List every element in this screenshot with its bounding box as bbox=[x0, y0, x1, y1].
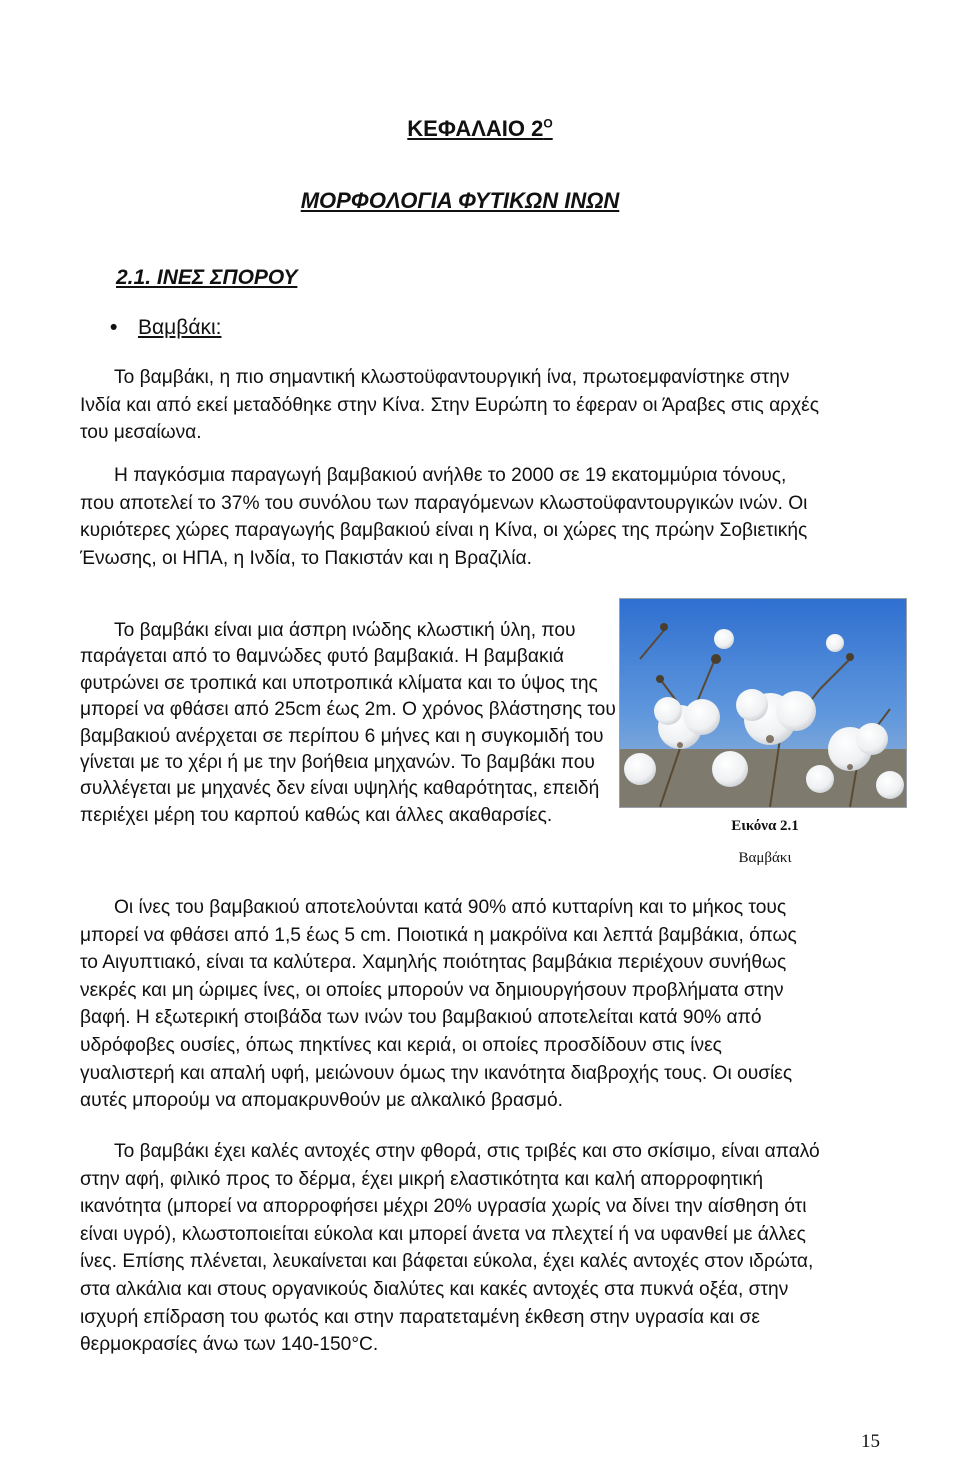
bullet-item bbox=[110, 316, 221, 340]
chapter-title: ΚΕΦΑΛΑΙΟ 2 bbox=[407, 116, 544, 141]
cotton-photo bbox=[619, 598, 907, 808]
paragraph-properties bbox=[80, 1138, 820, 1359]
paragraph-origin bbox=[80, 364, 820, 447]
paragraph-description bbox=[80, 618, 625, 829]
section-heading: 2.1. ΙΝΕΣ ΣΠΟΡΟΥ bbox=[116, 266, 298, 289]
paragraph-fibers bbox=[80, 894, 820, 1115]
figure-caption-text: Βαμβάκι bbox=[738, 850, 792, 866]
bullet-dot: • bbox=[110, 316, 118, 339]
figure-caption-label: Εικόνα 2.1 bbox=[731, 818, 799, 834]
paragraph-properties-text: Το βαμβάκι έχει καλές αντοχές στην φθορά, στις τριβές και στο σκίσιμο, είναι απαλό στην αφή, φιλικό προς το δέρμα, έχει μικρή ελαστικότητα και καλή απορροφητική ικανότητα (μπορεί να απορροφήσει μέχρι 20% υγρασία χωρίς να δίνει την αίσθηση ότι είναι υγρό), κλωστοποιείται εύκολα και μπορεί άνετα να πλεχτεί ή να υφανθεί με άλλες ίνες. Επίσης πλένεται, λευκαίνεται και βάφεται εύκολα, έχει καλές αντοχές στον ιδρώτα, στα αλκάλια και στους οργανικούς διαλύτες και κακές αντοχές στα πυκνά οξέα, στην ισχυρή επίδραση του φωτός και στην παρατεταμένη έκθεση στην υγρασία και σε θερμοκρασίες άνω των 140-150°C. bbox=[80, 1141, 820, 1356]
chapter-subtitle: ΜΟΡΦΟΛΟΓΙΑ ΦΥΤΙΚΩΝ ΙΝΩΝ bbox=[300, 188, 620, 213]
chapter-superscript: Ο bbox=[543, 116, 553, 131]
paragraph-fibers-text: Οι ίνες του βαμβακιού αποτελούνται κατά 90% από κυτταρίνη και το μήκος τους μπορεί να φθάσει από 1,5 έως 5 cm. Ποιοτικά η μακρόϊνα και λεπτά βαμβάκια, όπως το Αιγυπτιακό, είναι τα καλύτερα. Χαμηλής ποιότητας βαμβάκια περιέχουν συνήθως νεκρές και μη ώριμες ίνες, οι οποίες μπορούν να δημιουργήσουν προβλήματα στην βαφή. Η εξωτερική στοιβάδα των ινών του βαμβακιού αποτελείται κατά 90% από υδρόφοβες ουσίες, όπως πηκτίνες και κεριά, οι οποίες προσδίδουν στις ίνες γυαλιστερή και απαλή υφή, μειώνουν όμως την ικανότητα διαβροχής τους. Οι ουσίες αυτές μπορούμ να απομακρυνθούν με αλκαλικό βρασμό. bbox=[80, 897, 797, 1112]
chapter-heading bbox=[0, 116, 960, 142]
page-number: 15 bbox=[861, 1431, 880, 1452]
paragraph-origin-text: Το βαμβάκι, η πιο σημαντική κλωστοϋφαντουργική ίνα, πρωτοεμφανίστηκε στην Ινδία και από εκεί μεταδόθηκε στην Κίνα. Στην Ευρώπη το έφεραν οι Άραβες στις αρχές του μεσαίωνα. bbox=[80, 367, 819, 444]
paragraph-production-text: Η παγκόσμια παραγωγή βαμβακιού ανήλθε το 2000 σε 19 εκατομμύρια τόνους, που αποτελεί το 37% του συνόλου των παραγόμενων κλωστοϋφαντουργικών ινών. Οι κυριότερες χώρες παραγωγής βαμβακιού είναι η Κίνα, οι χώρες της πρώην Σοβιετικής Ένωσης, οι ΗΠΑ, η Ινδία, το Πακιστάν και η Βραζιλία. bbox=[80, 465, 808, 569]
bullet-label: Βαμβάκι: bbox=[138, 316, 222, 339]
paragraph-description-text: Το βαμβάκι είναι μια άσπρη ινώδης κλωστική ύλη, που παράγεται από το θαμνώδες φυτό βαμβακιά. Η βαμβακιά φυτρώνει σε τροπικά και υποτροπικά κλίματα και το ύψος της μπορεί να φθάσει από 25cm έως 2m. Ο χρόνος βλάστησης του βαμβακιού ανέρχεται σε περίπου 6 μήνες και η συγκομιδή του γίνεται με το χέρι ή με την βοήθεια μηχανών. Το βαμβάκι που συλλέγεται με μηχανές δεν είναι υψηλής καθαρότητας, επειδή περιέχει μέρη του καρπού καθώς και άλλες ακαθαρσίες. bbox=[80, 620, 616, 826]
paragraph-production bbox=[80, 462, 820, 572]
